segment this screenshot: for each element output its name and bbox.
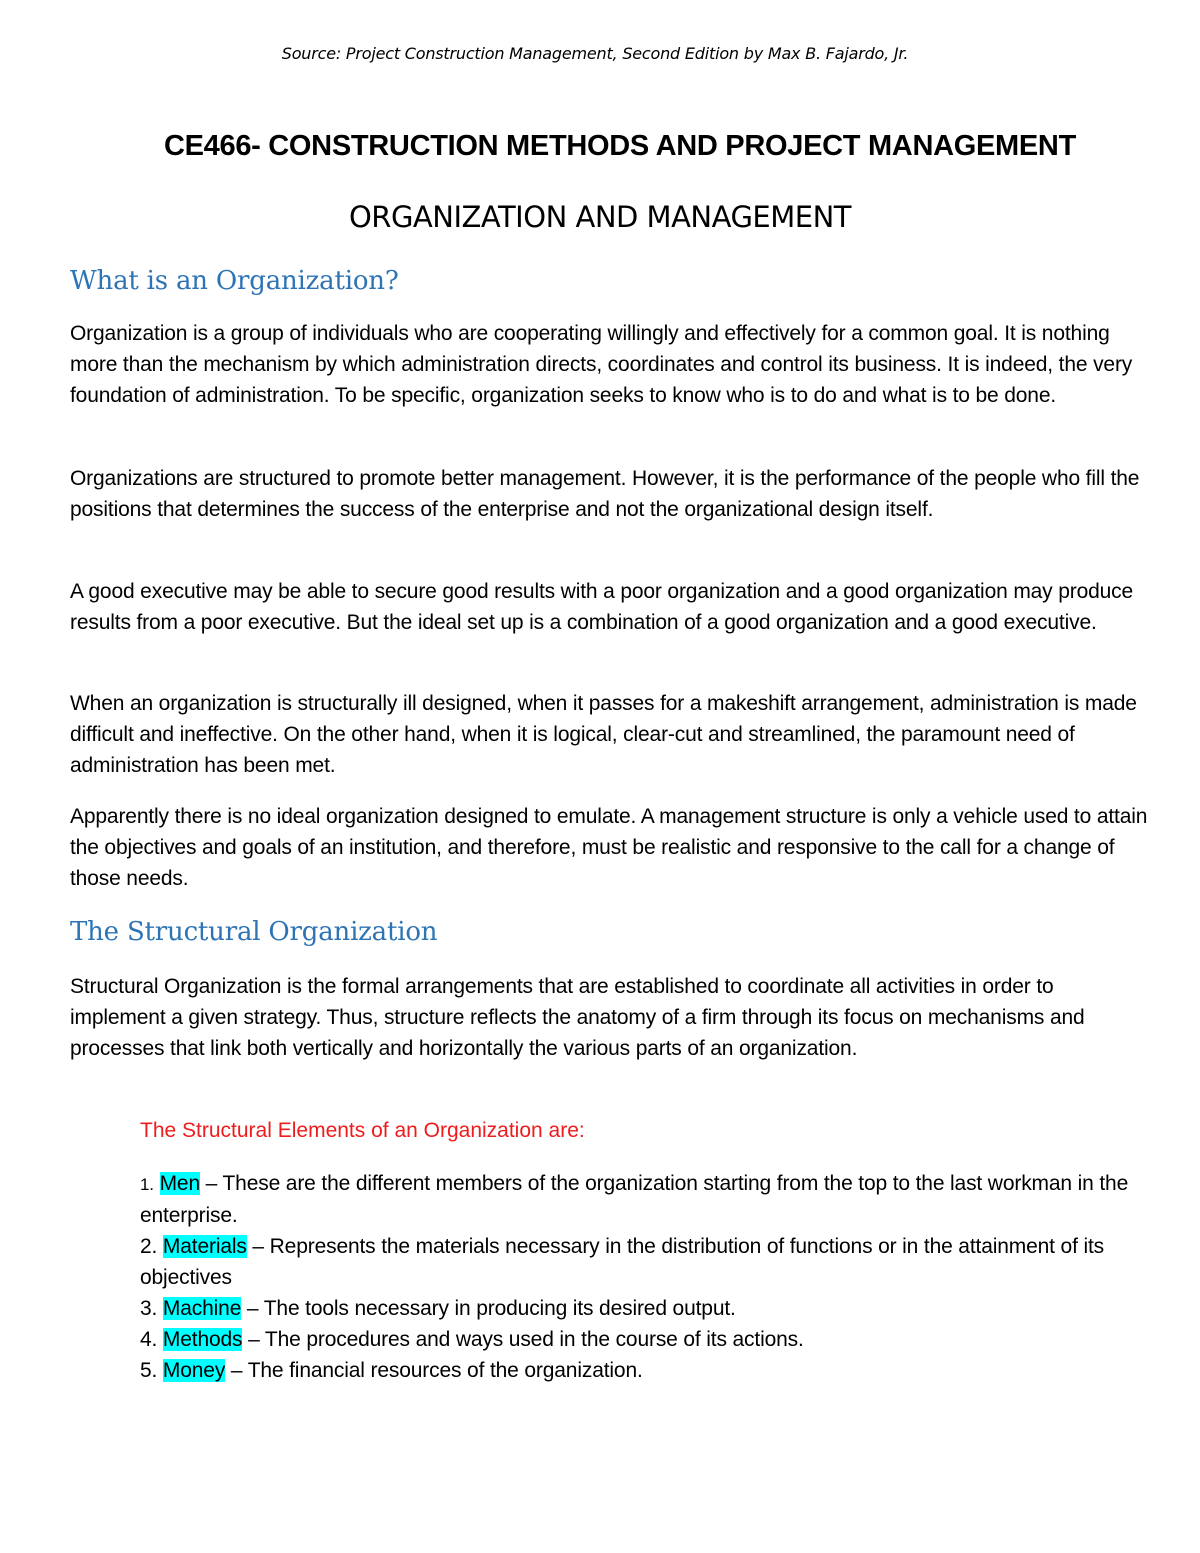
- paragraph-structural-organization: Structural Organization is the formal arrangements that are established to coordinate all activities in order to implement a given strategy. Thus, structure reflects the anatomy of a firm through its focus on mechanisms and processes that link both vertically and horizontally the various parts of an organization.: [70, 975, 1085, 1060]
- list-item: [140, 1293, 1150, 1324]
- list-item: [140, 1168, 1150, 1231]
- list-number: 4.: [140, 1328, 158, 1351]
- list-number: 3.: [140, 1297, 158, 1320]
- paragraph-no-ideal-organization: Apparently there is no ideal organization designed to emulate. A management structure is only a vehicle used to attain the objectives and goals of an institution, and therefore, must be realistic and responsive to the call for a change of those needs.: [70, 805, 1148, 890]
- course-title: CE466- CONSTRUCTION METHODS AND PROJECT MANAGEMENT: [164, 130, 1076, 162]
- list-number: 1.: [140, 1175, 154, 1194]
- list-item: [140, 1231, 1150, 1293]
- source-citation: Source: Project Construction Management, Second Edition by Max B. Fajardo, Jr.: [281, 44, 909, 63]
- list-description: – Represents the materials necessary in the distribution of functions or in the attainment of its objectives: [140, 1235, 1105, 1289]
- structural-elements-heading: The Structural Elements of an Organization are:: [140, 1119, 585, 1142]
- paragraph-structured-management: Organizations are structured to promote better management. However, it is the performance of the people who fill the positions that determines the success of the enterprise and not the organizational design itself.: [70, 467, 1140, 521]
- highlighted-term: Machine: [162, 1297, 242, 1320]
- highlighted-term: Methods: [162, 1328, 243, 1351]
- list-description: – The financial resources of the organization.: [225, 1359, 643, 1382]
- list-description: – The procedures and ways used in the course of its actions.: [242, 1328, 804, 1351]
- paragraph-organization-definition: Organization is a group of individuals who are cooperating willingly and effectively for a common goal. It is nothing more than the mechanism by which administration directs, coordinates and control its business. It is indeed, the very foundation of administration. To be specific, organization seeks to know who is to do and what is to be done.: [70, 322, 1133, 407]
- paragraph-ill-designed: When an organization is structurally ill designed, when it passes for a makeshift arrangement, administration is made difficult and ineffective. On the other hand, when it is logical, clear-cut and streamlined, the paramount need of administration has been met.: [70, 692, 1137, 777]
- document-title: ORGANIZATION AND MANAGEMENT: [348, 200, 851, 234]
- highlighted-term: Men: [159, 1172, 200, 1195]
- list-item: [140, 1324, 1150, 1355]
- structural-elements-list: [140, 1168, 1150, 1386]
- paragraph-good-executive: A good executive may be able to secure good results with a poor organization and a good organization may produce results from a poor executive. But the ideal set up is a combination of a good organization and a good executive.: [70, 580, 1134, 634]
- list-description: – The tools necessary in producing its desired output.: [241, 1297, 736, 1320]
- highlighted-term: Money: [162, 1359, 226, 1382]
- list-description: – These are the different members of the organization starting from the top to the last workman in the enterprise.: [140, 1172, 1129, 1227]
- section-heading-structural-organization: The Structural Organization: [70, 917, 438, 947]
- section-heading-what-is-organization: What is an Organization?: [70, 266, 399, 296]
- list-item: [140, 1355, 1150, 1386]
- list-number: 2.: [140, 1235, 158, 1258]
- highlighted-term: Materials: [162, 1235, 247, 1258]
- list-number: 5.: [140, 1359, 158, 1382]
